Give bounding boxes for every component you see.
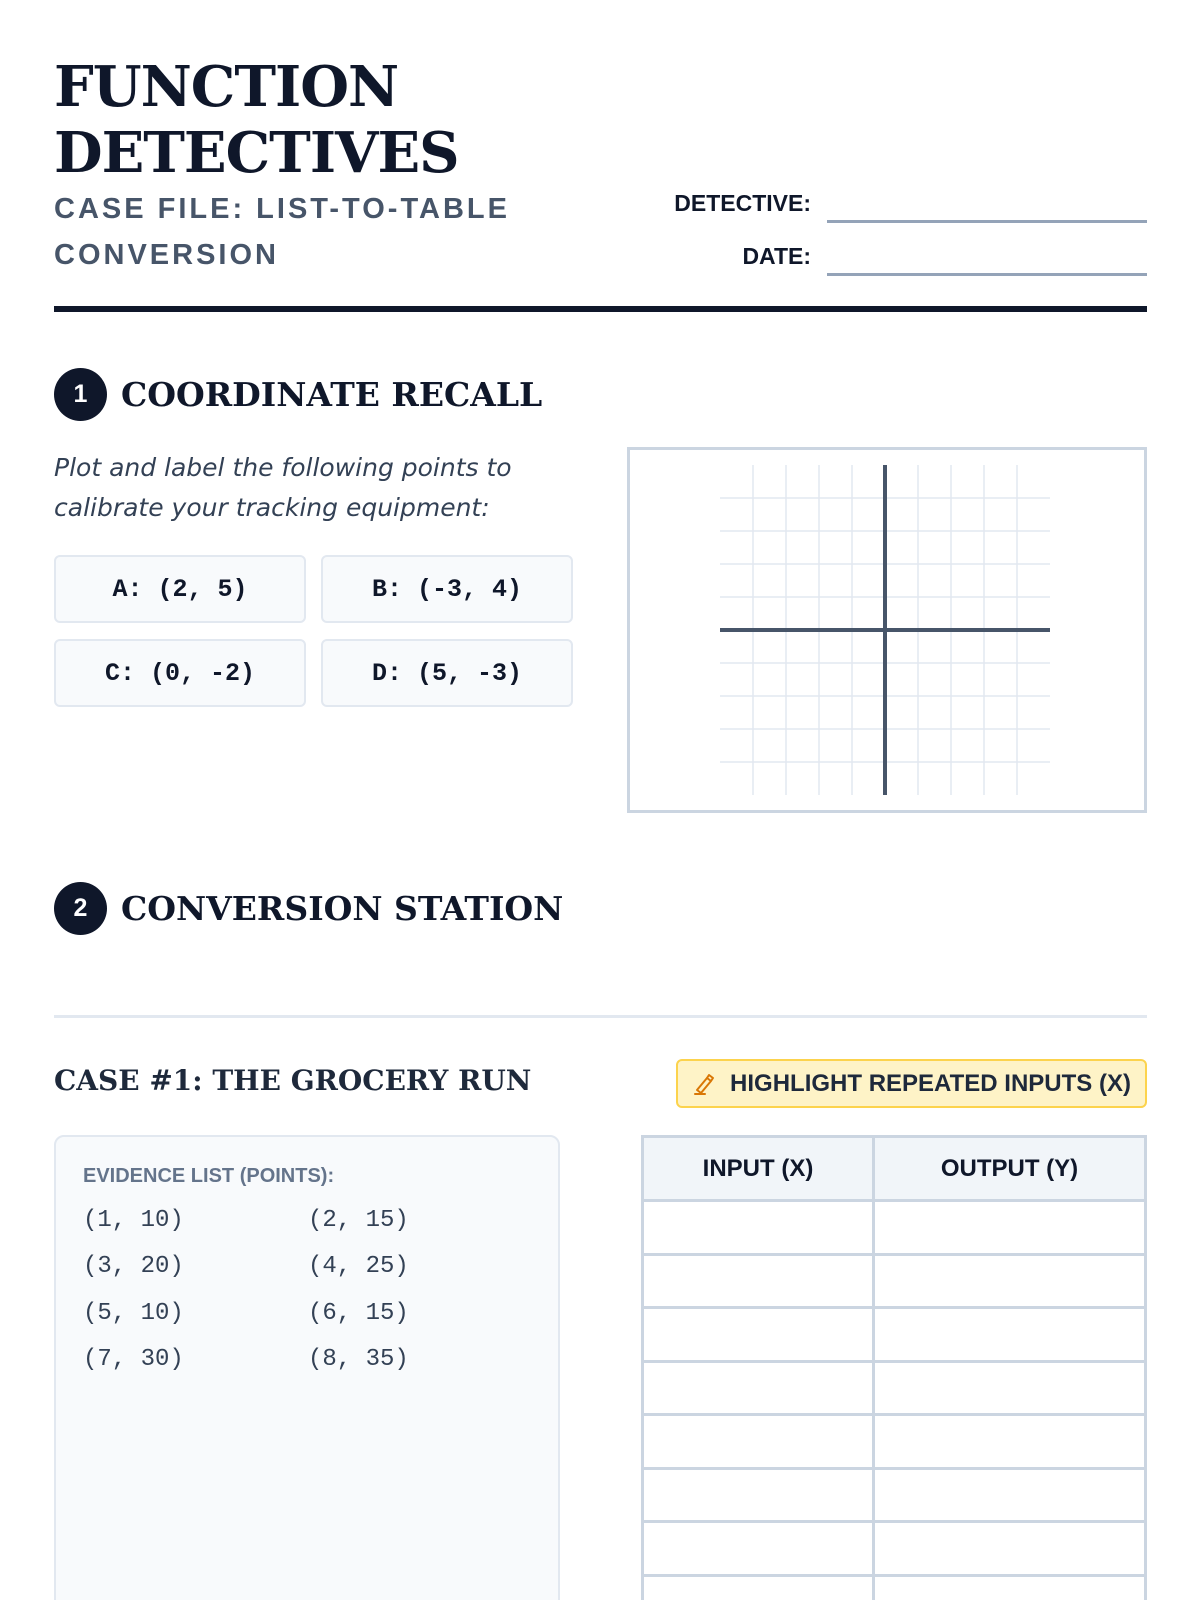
input-cell[interactable] <box>643 1308 874 1362</box>
point-d-card: D: (5, -3) <box>321 639 573 707</box>
table-row <box>643 1575 1146 1600</box>
table-row <box>643 1361 1146 1415</box>
output-cell[interactable] <box>874 1201 1146 1255</box>
highlighter-icon <box>692 1071 718 1097</box>
evidence-list-label: EVIDENCE LIST (POINTS): <box>83 1165 335 1187</box>
section-2-heading <box>54 881 563 935</box>
output-column-header: OUTPUT (Y) <box>874 1137 1146 1201</box>
date-row <box>54 243 1147 283</box>
section-2-number: 2 <box>54 882 107 935</box>
table-header-row <box>643 1137 1146 1201</box>
input-cell[interactable] <box>643 1415 874 1469</box>
section-divider <box>54 1015 1147 1018</box>
output-cell[interactable] <box>874 1361 1146 1415</box>
input-cell[interactable] <box>643 1575 874 1600</box>
table-row <box>643 1522 1146 1576</box>
page-subtitle: CASE FILE: LIST-TO-TABLE CONVERSION <box>54 193 510 271</box>
input-column-header: INPUT (X) <box>643 1137 874 1201</box>
table-row <box>643 1415 1146 1469</box>
input-cell[interactable] <box>643 1522 874 1576</box>
output-cell[interactable] <box>874 1254 1146 1308</box>
input-cell[interactable] <box>643 1254 874 1308</box>
header-divider <box>54 306 1147 312</box>
point-b-card: B: (-3, 4) <box>321 555 573 623</box>
date-field[interactable] <box>827 273 1147 276</box>
evidence-point: (3, 20) <box>83 1253 184 1280</box>
input-cell[interactable] <box>643 1361 874 1415</box>
detective-field[interactable] <box>827 220 1147 223</box>
table-row <box>643 1308 1146 1362</box>
highlight-repeated-inputs-button[interactable] <box>676 1059 1147 1108</box>
section-1-title: COORDINATE RECALL <box>121 374 543 414</box>
coordinate-grid-svg <box>630 450 1144 810</box>
evidence-list-card <box>54 1135 560 1600</box>
output-cell[interactable] <box>874 1468 1146 1522</box>
highlight-button-label: HIGHLIGHT REPEATED INPUTS (X) <box>730 1069 1131 1097</box>
evidence-point: (4, 25) <box>308 1253 409 1280</box>
section-1-heading <box>54 367 542 421</box>
case-1-title: CASE #1: THE GROCERY RUN <box>54 1064 532 1097</box>
evidence-point: (2, 15) <box>308 1207 409 1234</box>
input-output-table <box>641 1135 1147 1600</box>
output-cell[interactable] <box>874 1522 1146 1576</box>
coordinate-grid[interactable] <box>627 447 1147 813</box>
output-cell[interactable] <box>874 1575 1146 1600</box>
evidence-point: (7, 30) <box>83 1346 184 1373</box>
table-row <box>643 1468 1146 1522</box>
detective-label: DETECTIVE: <box>674 190 811 216</box>
section-2-title: CONVERSION STATION <box>121 888 564 928</box>
point-a-card: A: (2, 5) <box>54 555 306 623</box>
page-title: FUNCTION DETECTIVES <box>54 54 459 186</box>
input-cell[interactable] <box>643 1201 874 1255</box>
table-row <box>643 1201 1146 1255</box>
evidence-point: (8, 35) <box>308 1346 409 1373</box>
detective-row <box>54 190 1147 230</box>
worksheet-page <box>54 0 1147 1600</box>
section-1-instructions: Plot and label the following points to calibrate your tracking equipment: <box>54 453 512 522</box>
evidence-point: (1, 10) <box>83 1207 184 1234</box>
date-label: DATE: <box>742 243 811 269</box>
evidence-point: (5, 10) <box>83 1300 184 1327</box>
table-row <box>643 1254 1146 1308</box>
output-cell[interactable] <box>874 1308 1146 1362</box>
point-c-card: C: (0, -2) <box>54 639 306 707</box>
section-1-number: 1 <box>54 368 107 421</box>
input-cell[interactable] <box>643 1468 874 1522</box>
output-cell[interactable] <box>874 1415 1146 1469</box>
evidence-point: (6, 15) <box>308 1300 409 1327</box>
